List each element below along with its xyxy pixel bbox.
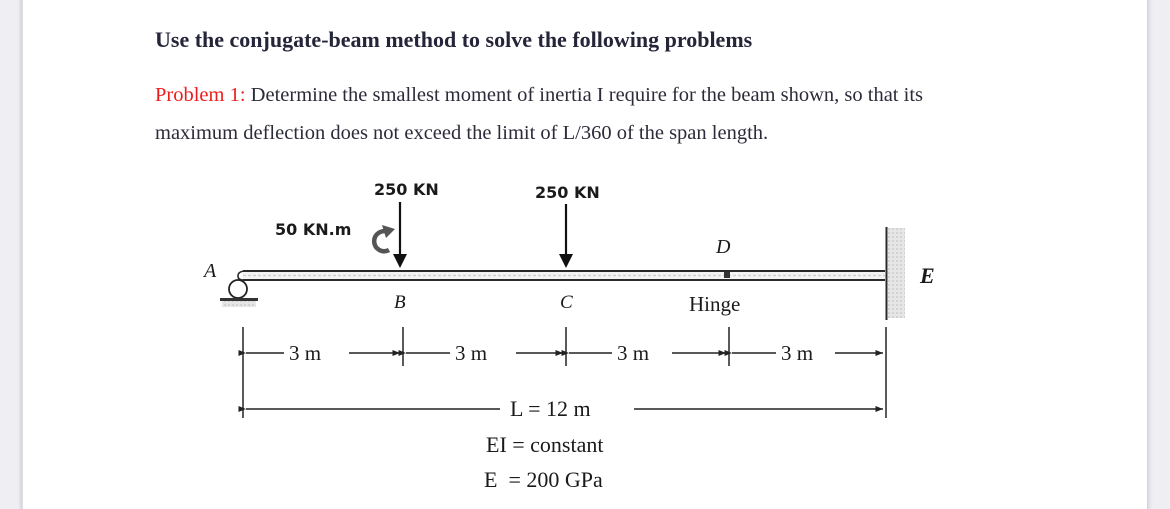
page-heading: Use the conjugate-beam method to solve the following problems — [155, 27, 753, 52]
down-arrow-icon — [559, 204, 573, 268]
total-length-label: L = 12 m — [510, 396, 591, 421]
ei-constant-label: EI = constant — [486, 432, 604, 457]
hinge-label: Hinge — [689, 292, 741, 316]
load-b-label: 250 KN — [374, 180, 439, 199]
clockwise-moment-icon — [374, 225, 395, 251]
dimension-seg-2: 3 m — [455, 341, 488, 365]
problem-label: Problem 1: — [155, 84, 246, 106]
moment-label: 50 KN.m — [275, 220, 352, 239]
point-c-label: C — [560, 292, 573, 313]
down-arrow-icon — [393, 202, 407, 268]
fixed-wall-icon — [887, 227, 906, 320]
dimension-seg-1: 3 m — [289, 341, 322, 365]
dimension-seg-3: 3 m — [617, 341, 650, 365]
point-d-label: D — [716, 236, 731, 258]
beam — [238, 271, 885, 280]
elastic-modulus-label: E = 200 GPa — [484, 467, 603, 492]
point-a-label: A — [204, 260, 217, 282]
dimension-seg-4: 3 m — [781, 341, 814, 365]
problem-statement-part-1: Determine the smallest moment of inertia I require for the beam shown, so that its — [245, 84, 923, 106]
load-c-label: 250 KN — [535, 183, 600, 202]
point-b-label: B — [394, 292, 406, 313]
problem-text-line-2: maximum deflection does not exceed the limit of L/360 of the span length. — [155, 122, 769, 144]
point-e-label: E — [920, 263, 935, 288]
hinge-dot-icon — [724, 272, 730, 278]
roller-support-icon — [220, 280, 258, 307]
